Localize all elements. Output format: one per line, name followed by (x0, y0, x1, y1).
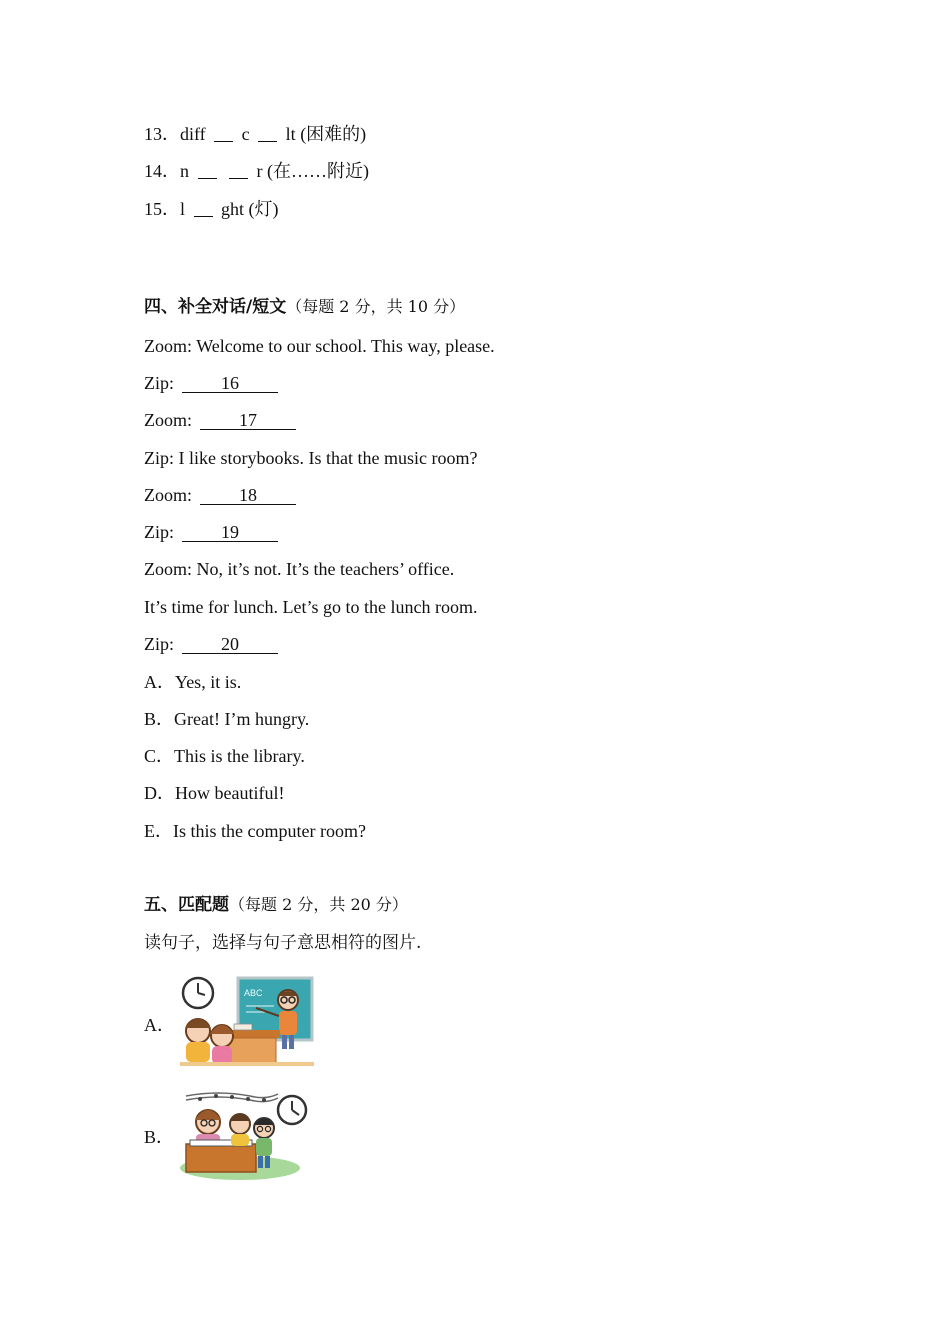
dialogue-line: Zip: 16 (144, 372, 278, 394)
letter-blank[interactable] (258, 125, 277, 142)
option-d[interactable]: D．How beautiful! (144, 783, 285, 803)
dialogue-line: Zoom: Welcome to our school. This way, please. (144, 336, 495, 356)
svg-text:ABC: ABC (244, 988, 263, 998)
section-5-heading: 五、匹配题（每题 2 分，共 20 分） (144, 895, 408, 915)
answer-blank-19[interactable]: 19 (182, 523, 278, 542)
letter-blank[interactable] (198, 162, 217, 179)
letter-blank[interactable] (214, 125, 233, 142)
dialogue-line: Zoom: 18 (144, 484, 296, 506)
answer-blank-20[interactable]: 20 (182, 635, 278, 654)
dialogue-line: Zip: I like storybooks. Is that the music room? (144, 448, 478, 468)
classroom-teacher-illustration[interactable] (178, 976, 314, 1068)
answer-blank-17[interactable]: 17 (200, 411, 296, 430)
picture-b-label: B． (144, 1127, 175, 1147)
section-5-instruction: 读句子，选择与句子意思相符的图片. (144, 933, 422, 953)
dialogue-line: Zoom: No, it’s not. It’s the teachers’ office. (144, 559, 455, 579)
spelling-item-14: 14．n r (在……附近) (144, 161, 369, 181)
answer-blank-16[interactable]: 16 (182, 374, 278, 393)
letter-blank[interactable] (229, 162, 248, 179)
option-e[interactable]: E．Is this the computer room? (144, 821, 366, 841)
dialogue-line: Zip: 20 (144, 633, 278, 655)
picture-a-label: A． (144, 1015, 175, 1035)
spelling-item-13: 13．diff c lt (困难的) (144, 124, 367, 144)
answer-blank-18[interactable]: 18 (200, 486, 296, 505)
dialogue-line: Zip: 19 (144, 521, 278, 543)
dialogue-line: It’s time for lunch. Let’s go to the lunch room. (144, 597, 478, 617)
spelling-item-15: 15．l ght (灯) (144, 199, 279, 219)
option-c[interactable]: C．This is the library. (144, 746, 305, 766)
option-a[interactable]: A．Yes, it is. (144, 672, 242, 692)
letter-blank[interactable] (194, 200, 213, 217)
section-4-heading: 四、补全对话/短文（每题 2 分，共 10 分） (144, 297, 466, 317)
dialogue-line: Zoom: 17 (144, 409, 296, 431)
option-b[interactable]: B．Great! I’m hungry. (144, 709, 310, 729)
music-class-illustration[interactable] (178, 1088, 312, 1182)
